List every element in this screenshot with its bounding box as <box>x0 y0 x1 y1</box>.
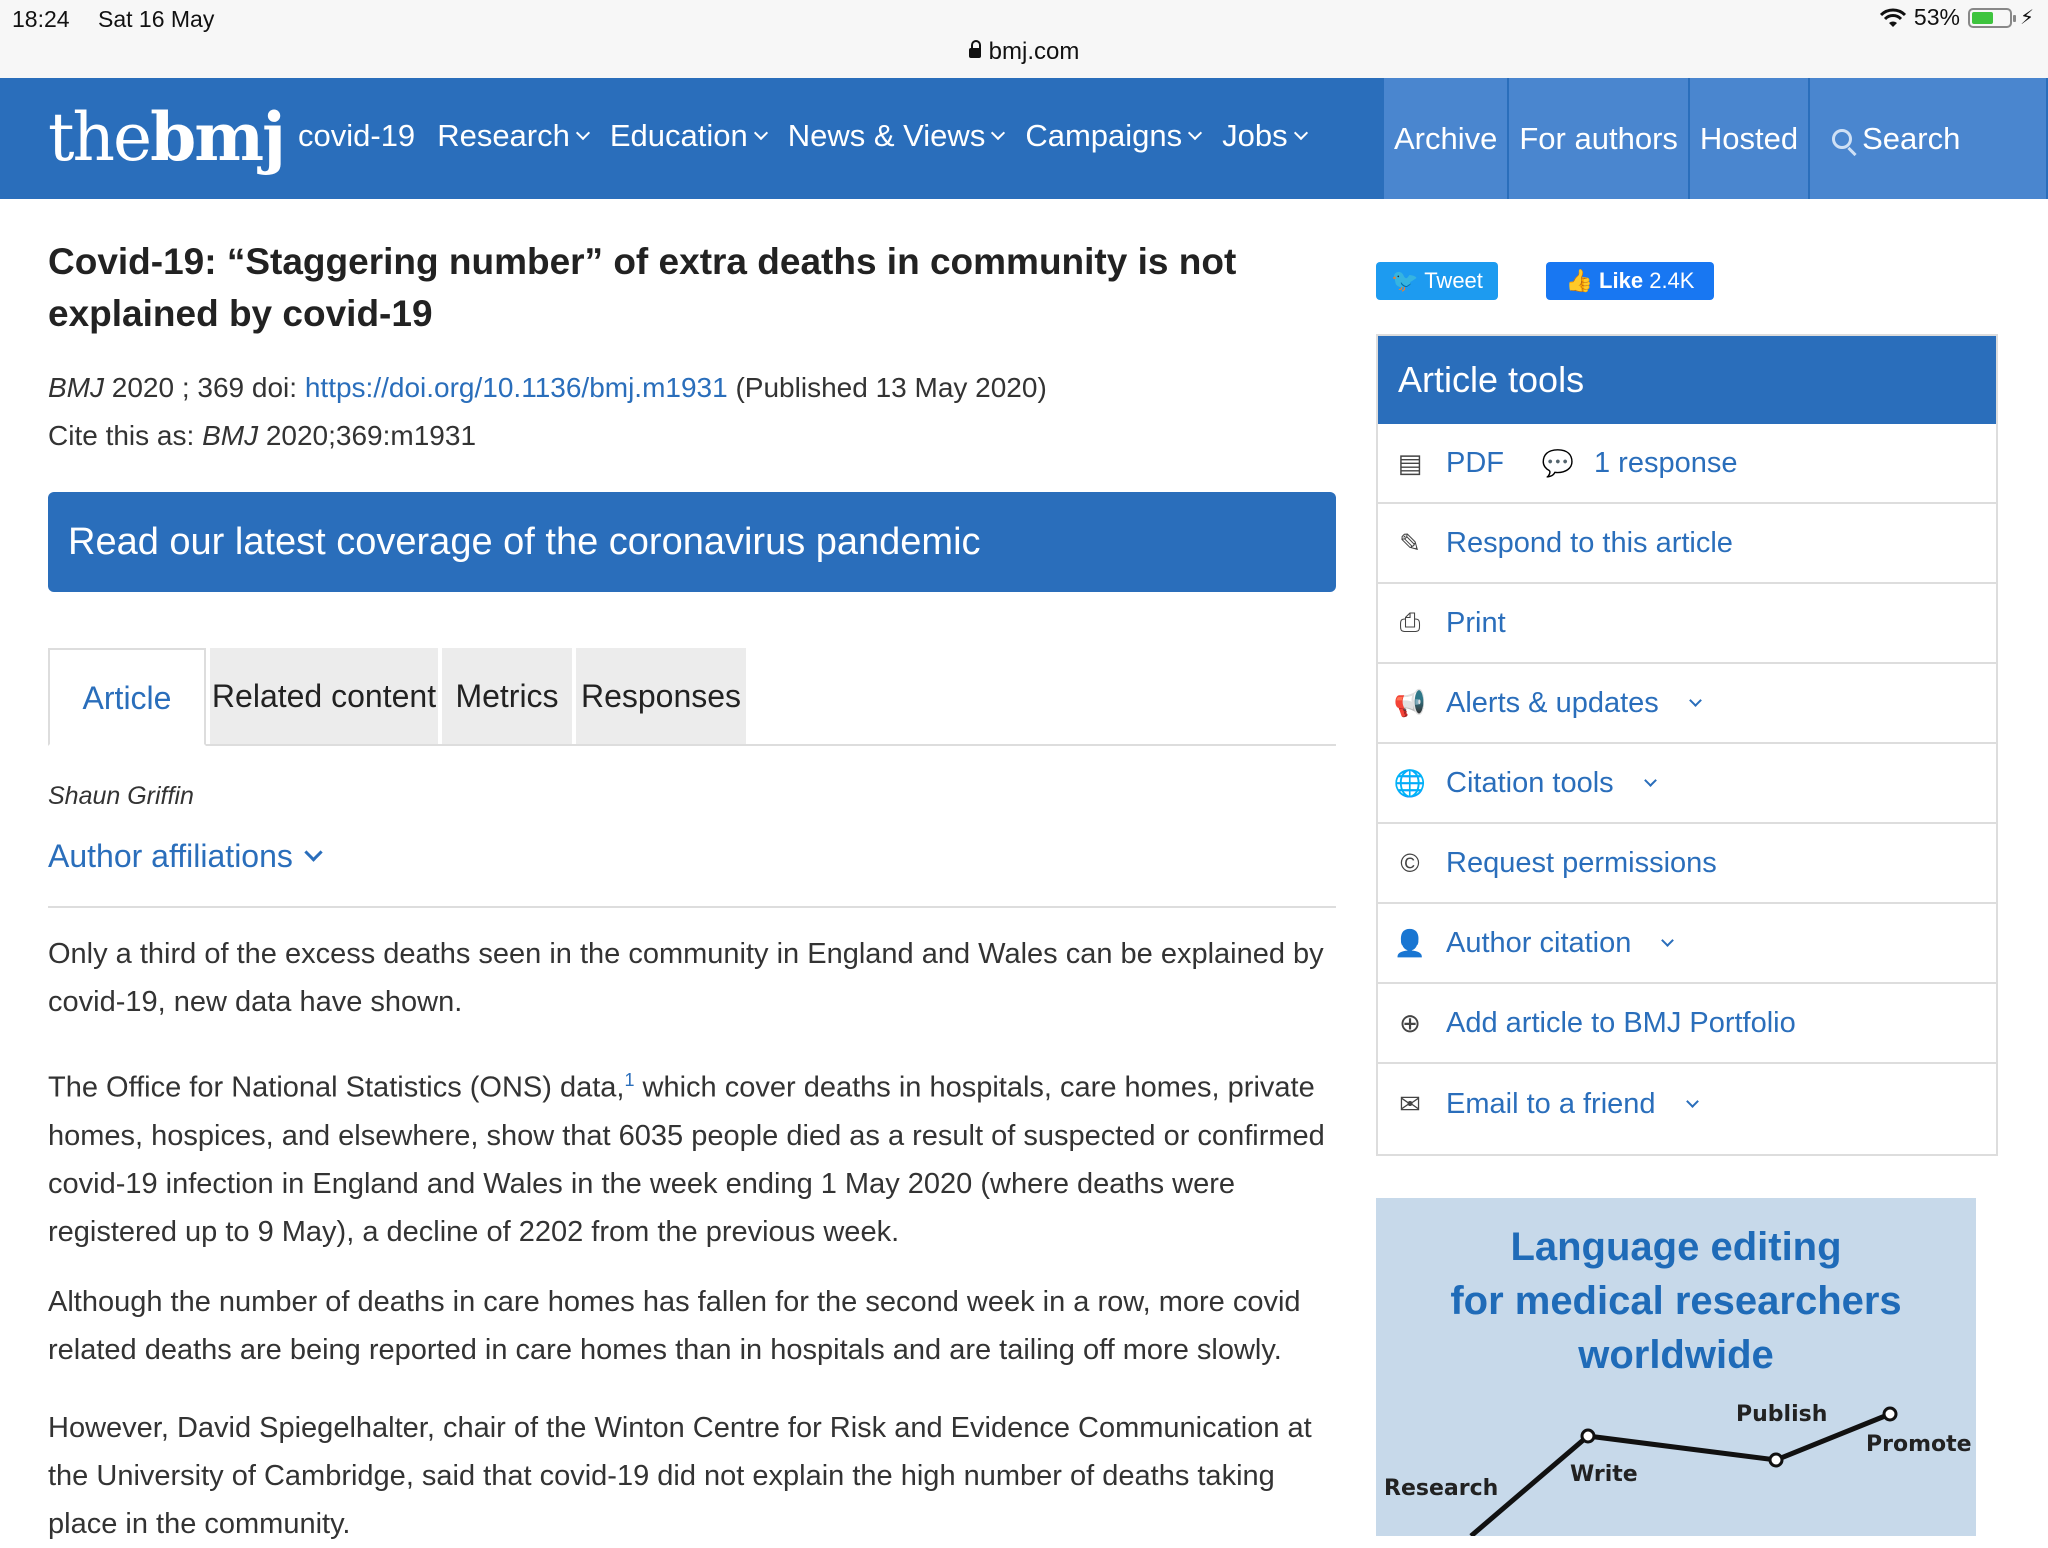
globe-icon: 🌐 <box>1393 767 1427 798</box>
secondary-nav <box>1384 78 2046 199</box>
tab-metrics[interactable]: Metrics <box>442 648 572 744</box>
pdf-icon: ▤ <box>1397 447 1423 478</box>
tab-responses[interactable]: Responses <box>576 648 746 744</box>
tweet-button[interactable]: 🐦 Tweet <box>1376 262 1498 300</box>
twitter-icon: 🐦 <box>1391 268 1419 293</box>
battery-icon <box>1968 8 2012 28</box>
plus-circle-icon: ⊕ <box>1399 1007 1421 1038</box>
doi-link[interactable]: https://doi.org/10.1136/bmj.m1931 <box>304 372 728 403</box>
status-date: Sat 16 May <box>98 6 215 32</box>
status-time: 18:24 <box>12 6 70 32</box>
responses-link[interactable]: 1 response <box>1594 446 1738 479</box>
ad-headline: Language editing for medical researchers worldwide <box>1450 1225 1902 1377</box>
tab-article[interactable]: Article <box>48 648 206 746</box>
reference-link[interactable]: 1 <box>624 1070 635 1090</box>
user-icon: 👤 <box>1393 927 1427 958</box>
language-editing-ad[interactable] <box>1376 1198 1976 1536</box>
author-affiliations-toggle[interactable]: Author affiliations <box>48 838 320 875</box>
status-right <box>1880 4 2034 31</box>
ad-step-write: Write <box>1570 1462 1638 1487</box>
site-header <box>0 78 2048 199</box>
nav-education[interactable]: Education <box>610 118 766 154</box>
thumbs-up-icon: 👍 <box>1565 268 1593 293</box>
tools-permissions[interactable]: © Request permissions <box>1378 824 1996 904</box>
ad-step-research: Research <box>1384 1476 1499 1501</box>
tools-email[interactable]: ✉ Email to a friend <box>1378 1064 1996 1144</box>
tools-row-pdf <box>1378 424 1996 504</box>
chevron-down-icon <box>991 126 1005 140</box>
main-nav <box>298 118 1306 154</box>
edit-icon: ✎ <box>1399 527 1421 558</box>
search-icon <box>1832 129 1852 149</box>
search-button[interactable]: Search <box>1810 78 2046 199</box>
chevron-down-icon <box>1188 126 1202 140</box>
tools-respond[interactable]: ✎ Respond to this article <box>1378 504 1996 584</box>
nav-jobs[interactable]: Jobs <box>1222 118 1305 154</box>
tools-author-citation[interactable]: 👤 Author citation <box>1378 904 1996 984</box>
article-tools-title: Article tools <box>1378 336 1996 424</box>
paragraph-4: However, David Spiegelhalter, chair of the Winton Centre for Risk and Evidence Communication at the University of Cambridge, said that covid-19 did not explain the high number of deaths taking place in the community. <box>48 1412 1312 1540</box>
ad-step-publish: Publish <box>1736 1402 1828 1427</box>
paragraph-2: The Office for National Statistics (ONS) data,$^1$ which cover deaths in hospitals, care homes, private homes, hospices, and elsewhere, show that 6035 people died as a result of suspected or confirmed covid-19 infection in England and Wales in the week ending 1 May 2020 (where deaths were registered up to 9 May), a decline of 2202 from the previous week. <box>48 1070 1325 1248</box>
chevron-down-icon <box>1686 1095 1699 1108</box>
chevron-down-icon <box>1662 934 1675 947</box>
article-citation-line: BMJ 2020 ; 369 doi: https://doi.org/10.1136/bmj.m1931 (Published 13 May 2020) <box>48 372 1047 403</box>
coronavirus-coverage-banner[interactable]: Read our latest coverage of the coronavirus pandemic <box>48 492 1336 592</box>
envelope-icon: ✉ <box>1399 1088 1421 1119</box>
copyright-icon: © <box>1400 847 1420 878</box>
chevron-down-icon <box>304 843 322 861</box>
paragraph-3: Although the number of deaths in care homes has fallen for the second week in a row, more covid related deaths are being reported in care homes than in hospitals and are tailing off more slowly. <box>48 1286 1301 1366</box>
charging-icon: ⚡ <box>2019 7 2034 29</box>
chevron-down-icon <box>1294 126 1308 140</box>
tools-portfolio[interactable]: ⊕ Add article to BMJ Portfolio <box>1378 984 1996 1064</box>
cite-as-line: Cite this as: BMJ 2020;369:m1931 <box>48 420 477 451</box>
nav-research[interactable]: Research <box>437 118 588 154</box>
article-tabs <box>48 648 1336 746</box>
tools-alerts[interactable]: 📢 Alerts & updates <box>1378 664 1996 744</box>
ad-step-promote: Promote <box>1866 1432 1972 1457</box>
nav-news-views[interactable]: News & Views <box>788 118 1004 154</box>
divider <box>48 906 1336 908</box>
bmj-logo[interactable]: thebmj <box>48 98 284 176</box>
megaphone-icon: 📢 <box>1393 687 1427 718</box>
wifi-icon <box>1880 8 1906 28</box>
tools-print[interactable]: ⎙ Print <box>1378 584 1996 664</box>
print-icon: ⎙ <box>1399 607 1421 637</box>
comment-icon: 💬 <box>1541 447 1575 478</box>
facebook-like-button[interactable]: 👍 Like 2.4K <box>1546 262 1714 300</box>
nav-hosted[interactable]: Hosted <box>1690 78 1808 199</box>
article-tools-panel <box>1376 334 1998 1156</box>
paragraph-1: Only a third of the excess deaths seen in the community in England and Wales can be explained by covid-19, new data have shown. <box>48 938 1324 1018</box>
url-text: bmj.com <box>988 38 1080 65</box>
chevron-down-icon <box>1689 694 1702 707</box>
author-name[interactable]: Shaun Griffin <box>48 782 194 810</box>
tab-related-content[interactable]: Related content <box>210 648 438 744</box>
pdf-link[interactable]: PDF <box>1446 446 1504 479</box>
chevron-down-icon <box>576 126 590 140</box>
lock-icon <box>969 48 981 58</box>
ios-status-bar <box>0 0 2048 78</box>
nav-covid19[interactable]: covid-19 <box>298 118 416 153</box>
article-title: Covid-19: “Staggering number” of extra deaths in community is not explained by covid-19 <box>48 241 1237 334</box>
battery-percent: 53% <box>1913 4 1960 30</box>
tools-citation[interactable]: 🌐 Citation tools <box>1378 744 1996 824</box>
chevron-down-icon <box>1644 774 1657 787</box>
nav-for-authors[interactable]: For authors <box>1509 78 1688 199</box>
address-bar[interactable] <box>0 38 2048 66</box>
chevron-down-icon <box>754 126 768 140</box>
nav-campaigns[interactable]: Campaigns <box>1025 118 1200 154</box>
nav-archive[interactable]: Archive <box>1384 78 1507 199</box>
